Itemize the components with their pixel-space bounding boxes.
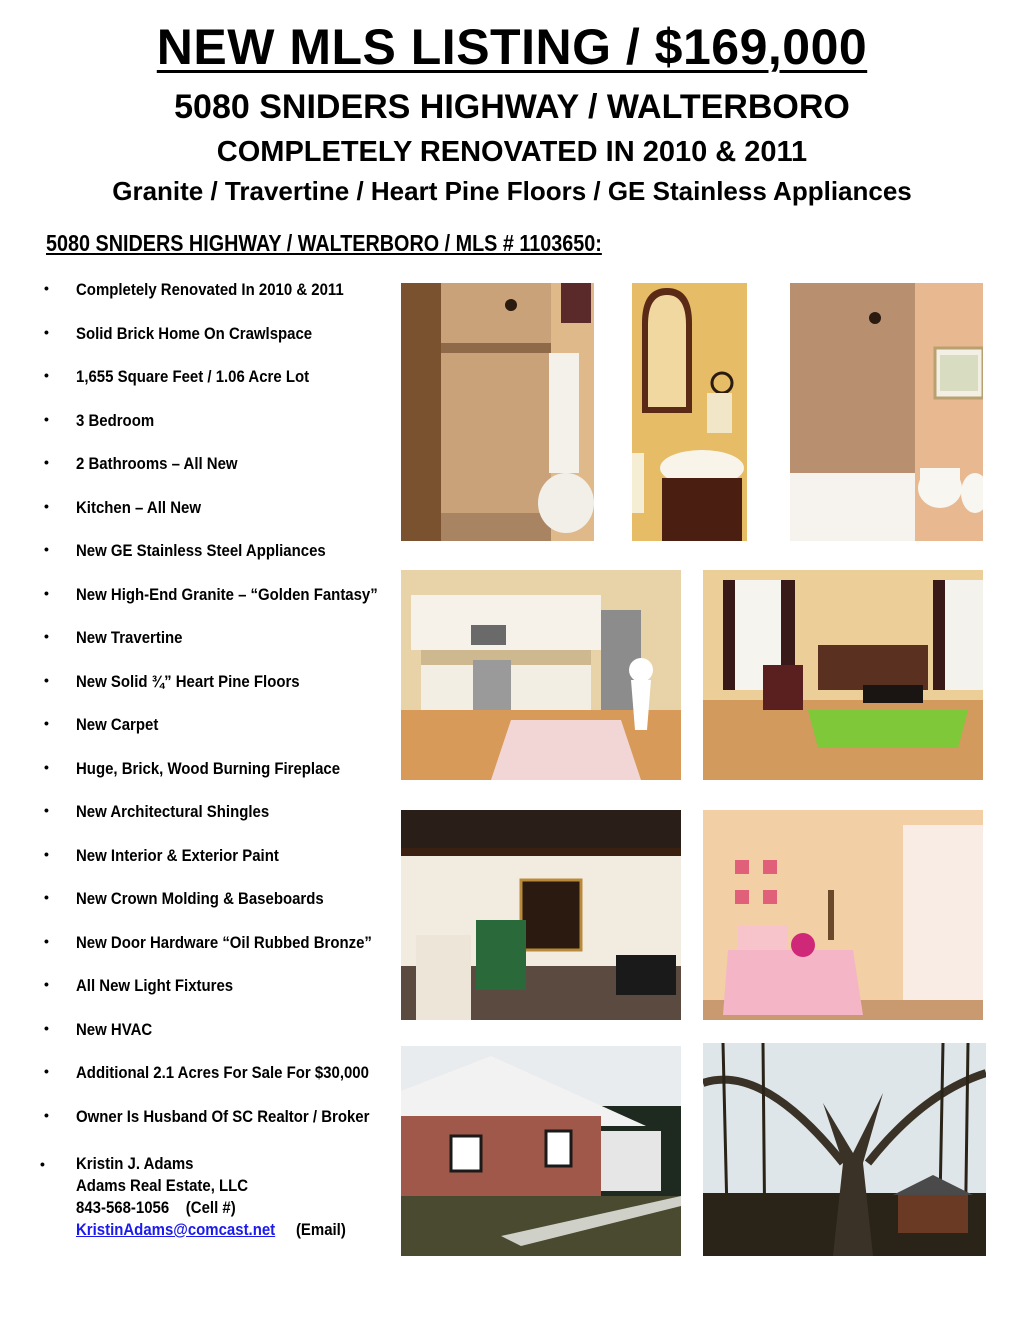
bullet-icon: •: [40, 1156, 45, 1172]
bullet-icon: •: [44, 541, 49, 557]
bullet-icon: •: [44, 280, 49, 296]
bedroom-photo: [703, 810, 983, 1020]
bullet-icon: •: [44, 802, 49, 818]
list-item: • New Solid ¾” Heart Pine Floors: [44, 671, 300, 691]
agent-phone: 843-568-1056: [76, 1198, 170, 1217]
bullet-icon: •: [44, 1019, 49, 1036]
living-room-photo: [703, 570, 983, 780]
mls-subheading: 5080 SNIDERS HIGHWAY / WALTERBORO / MLS # 1103650:: [46, 230, 602, 256]
list-item: • Solid Brick Home On Crawlspace: [44, 323, 313, 343]
list-item: • New Door Hardware “Oil Rubbed Bronze”: [44, 932, 372, 952]
feature-list: [40, 280, 400, 1150]
list-item: • Additional 2.1 Acres For Sale For $30,000: [44, 1063, 369, 1082]
agent-phone-line: [76, 1197, 346, 1219]
bullet-icon: •: [44, 454, 49, 470]
bullet-icon: •: [44, 323, 49, 340]
list-item: • Huge, Brick, Wood Burning Fireplace: [44, 758, 341, 778]
phone-label: (Cell #): [185, 1198, 236, 1217]
bullet-icon: •: [44, 889, 49, 905]
email-label: (Email): [295, 1220, 346, 1239]
agent-name: Kristin J. Adams: [76, 1154, 194, 1173]
shower-photo: [401, 283, 594, 541]
oak-tree-photo: [703, 1043, 986, 1256]
list-item: • New Travertine: [44, 628, 183, 647]
list-item: • Completely Renovated In 2010 & 2011: [44, 280, 344, 299]
list-item: • New Carpet: [44, 715, 159, 734]
bullet-icon: •: [44, 367, 49, 383]
list-item: • 3 Bedroom: [44, 410, 155, 430]
bullet-icon: •: [44, 845, 49, 862]
bullet-icon: •: [44, 410, 49, 427]
bullet-icon: •: [44, 1106, 49, 1123]
bullet-icon: •: [44, 758, 49, 775]
listing-address: 5080 SNIDERS HIGHWAY / WALTERBORO: [174, 88, 850, 126]
listing-title: NEW MLS LISTING / $169,000: [156, 19, 868, 75]
bullet-icon: •: [44, 976, 49, 992]
house-exterior-photo: [401, 1046, 681, 1256]
list-item: • New Crown Molding & Baseboards: [44, 889, 324, 908]
list-item: • New HVAC: [44, 1019, 153, 1039]
bullet-icon: •: [44, 1063, 49, 1079]
bullet-icon: •: [44, 671, 49, 688]
list-item: • Kitchen – All New: [44, 497, 201, 517]
tub-photo: [790, 283, 983, 541]
list-item: • New Architectural Shingles: [44, 802, 270, 821]
bullet-icon: •: [44, 932, 49, 949]
kitchen-photo: [401, 570, 681, 780]
vanity-photo: [632, 283, 747, 541]
list-item: • All New Light Fixtures: [44, 976, 234, 995]
list-item: • 1,655 Square Feet / 1.06 Acre Lot: [44, 367, 310, 386]
list-item: • 2 Bathrooms – All New: [44, 454, 238, 473]
bullet-icon: •: [44, 497, 49, 514]
highlights-line: Granite / Travertine / Heart Pine Floors / GE Stainless Appliances: [112, 176, 912, 206]
list-item: • Owner Is Husband Of SC Realtor / Broker: [44, 1106, 370, 1126]
bullet-icon: •: [44, 628, 49, 644]
list-item: • New Interior & Exterior Paint: [44, 845, 279, 865]
list-item: • New High-End Granite – “Golden Fantasy”: [44, 584, 378, 604]
agent-company: Adams Real Estate, LLC: [76, 1176, 249, 1195]
agent-email-line: [76, 1219, 346, 1241]
list-item: • New GE Stainless Steel Appliances: [44, 541, 326, 560]
bullet-icon: •: [44, 584, 49, 601]
fireplace-photo: [401, 810, 681, 1020]
bullet-icon: •: [44, 715, 49, 731]
renovation-note: COMPLETELY RENOVATED IN 2010 & 2011: [216, 136, 808, 168]
email-link[interactable]: KristinAdams@comcast.net: [76, 1220, 276, 1239]
contact-block: [40, 1153, 383, 1241]
